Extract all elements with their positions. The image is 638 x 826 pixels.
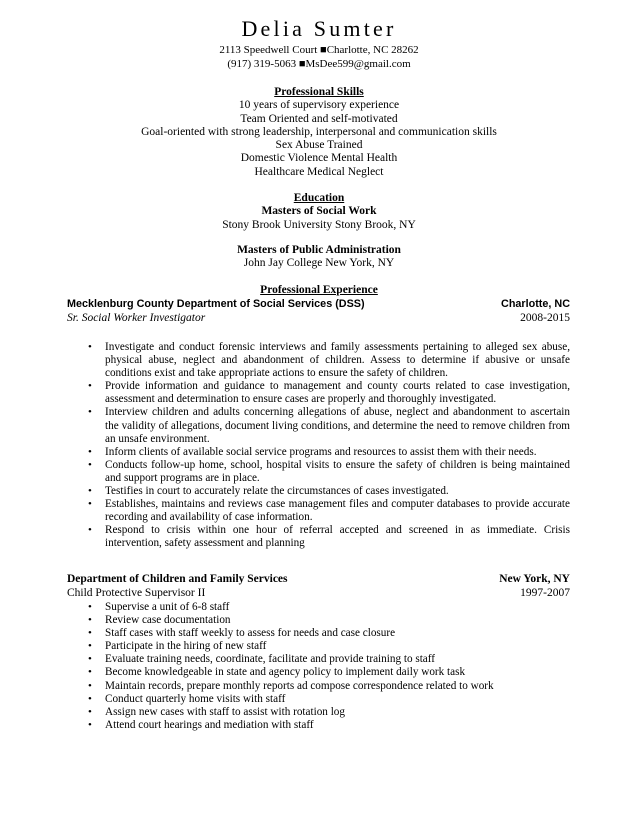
education-entry: [0, 244, 638, 271]
list-item: • Supervise a unit of 6-8 staff: [88, 601, 570, 614]
job-dates: 1997-2007: [520, 587, 570, 599]
list-item: • Maintain records, prepare monthly reports ad compose correspondence related to work: [88, 680, 570, 693]
education-section: [0, 192, 638, 232]
list-item: • Conduct quarterly home visits with staff: [88, 693, 570, 706]
skill-item: Sex Abuse Trained: [275, 139, 363, 152]
list-item: • Staff cases with staff weekly to assess for needs and case closure: [88, 627, 570, 640]
list-item: • Inform clients of available social service programs and resources to assist them with their needs.: [88, 446, 570, 459]
skill-item: Team Oriented and self-motivated: [240, 112, 398, 125]
list-item: • Assign new cases with staff to assist with rotation log: [88, 706, 570, 719]
skill-item: Goal-oriented with strong leadership, interpersonal and communication skills: [141, 125, 497, 138]
applicant-name: Delia Sumter: [241, 16, 397, 41]
job-dates: 2008-2015: [520, 312, 570, 324]
job-employer: Mecklenburg County Department of Social Services (DSS): [67, 298, 365, 310]
degree-title: Masters of Social Work: [261, 205, 377, 218]
list-item: • Testifies in court to accurately relate the circumstances of cases investigated.: [88, 485, 570, 498]
degree-school: John Jay College New York, NY: [243, 257, 395, 270]
list-item: • Attend court hearings and mediation with staff: [88, 719, 570, 732]
list-item: • Evaluate training needs, coordinate, facilitate and provide training to staff: [88, 653, 570, 666]
job-employer: Department of Children and Family Services: [67, 573, 288, 585]
list-item: • Participate in the hiring of new staff: [88, 640, 570, 653]
list-item: • Provide information and guidance to management and county courts related to case investigation, assessment and determination to ensure cases are properly and thoroughly investigated.: [88, 380, 570, 406]
education-heading: Education: [293, 192, 345, 204]
contact-line: (917) 319-5063 ■MsDee599@gmail.com: [227, 58, 411, 70]
degree-school: Stony Brook University Stony Brook, NY: [222, 218, 416, 231]
list-item: • Interview children and adults concerning allegations of abuse, neglect and abandonment to ascertain the validity of allegations, document living conditions, and determine the need to remove children from an unsafe environment.: [88, 406, 570, 445]
list-item: • Establishes, maintains and reviews case management files and computer databases to provide accurate recording and availability of case information.: [88, 498, 570, 524]
skill-item: Domestic Violence Mental Health: [240, 152, 398, 165]
skills-section: [0, 86, 638, 179]
list-item: • Become knowledgeable in state and agency policy to implement daily work task: [88, 666, 570, 679]
degree-title: Masters of Public Administration: [237, 244, 401, 256]
experience-heading-text: Professional Experience: [260, 284, 378, 296]
list-item: • Investigate and conduct forensic interviews and family assessments pertaining to alleged sex abuse, physical abuse, neglect and abandonment of children. Assess to determine if abusive or unsafe conditions exist and take appropriate actions to ensure the safety of children.: [88, 341, 570, 380]
skills-heading: Professional Skills: [274, 86, 364, 98]
job-location: Charlotte, NC: [501, 298, 570, 310]
address-line: 2113 Speedwell Court ■Charlotte, NC 28262: [219, 44, 419, 56]
job-title: Sr. Social Worker Investigator: [67, 312, 206, 324]
job-duties-list: [88, 341, 570, 551]
list-item: • Review case documentation: [88, 614, 570, 627]
list-item: • Conducts follow-up home, school, hospital visits to ensure the safety of children is being maintained and support programs are in place.: [88, 459, 570, 485]
job-location: New York, NY: [499, 573, 570, 585]
list-item: • Respond to crisis within one hour of referral accepted and screened in as immediate. Crisis intervention, safety assessment and planning: [88, 524, 570, 550]
job-title: Child Protective Supervisor II: [67, 587, 206, 599]
experience-heading: [0, 284, 638, 297]
skill-item: 10 years of supervisory experience: [238, 99, 400, 112]
skill-item: Healthcare Medical Neglect: [254, 165, 384, 178]
job-duties-list: [88, 601, 570, 732]
